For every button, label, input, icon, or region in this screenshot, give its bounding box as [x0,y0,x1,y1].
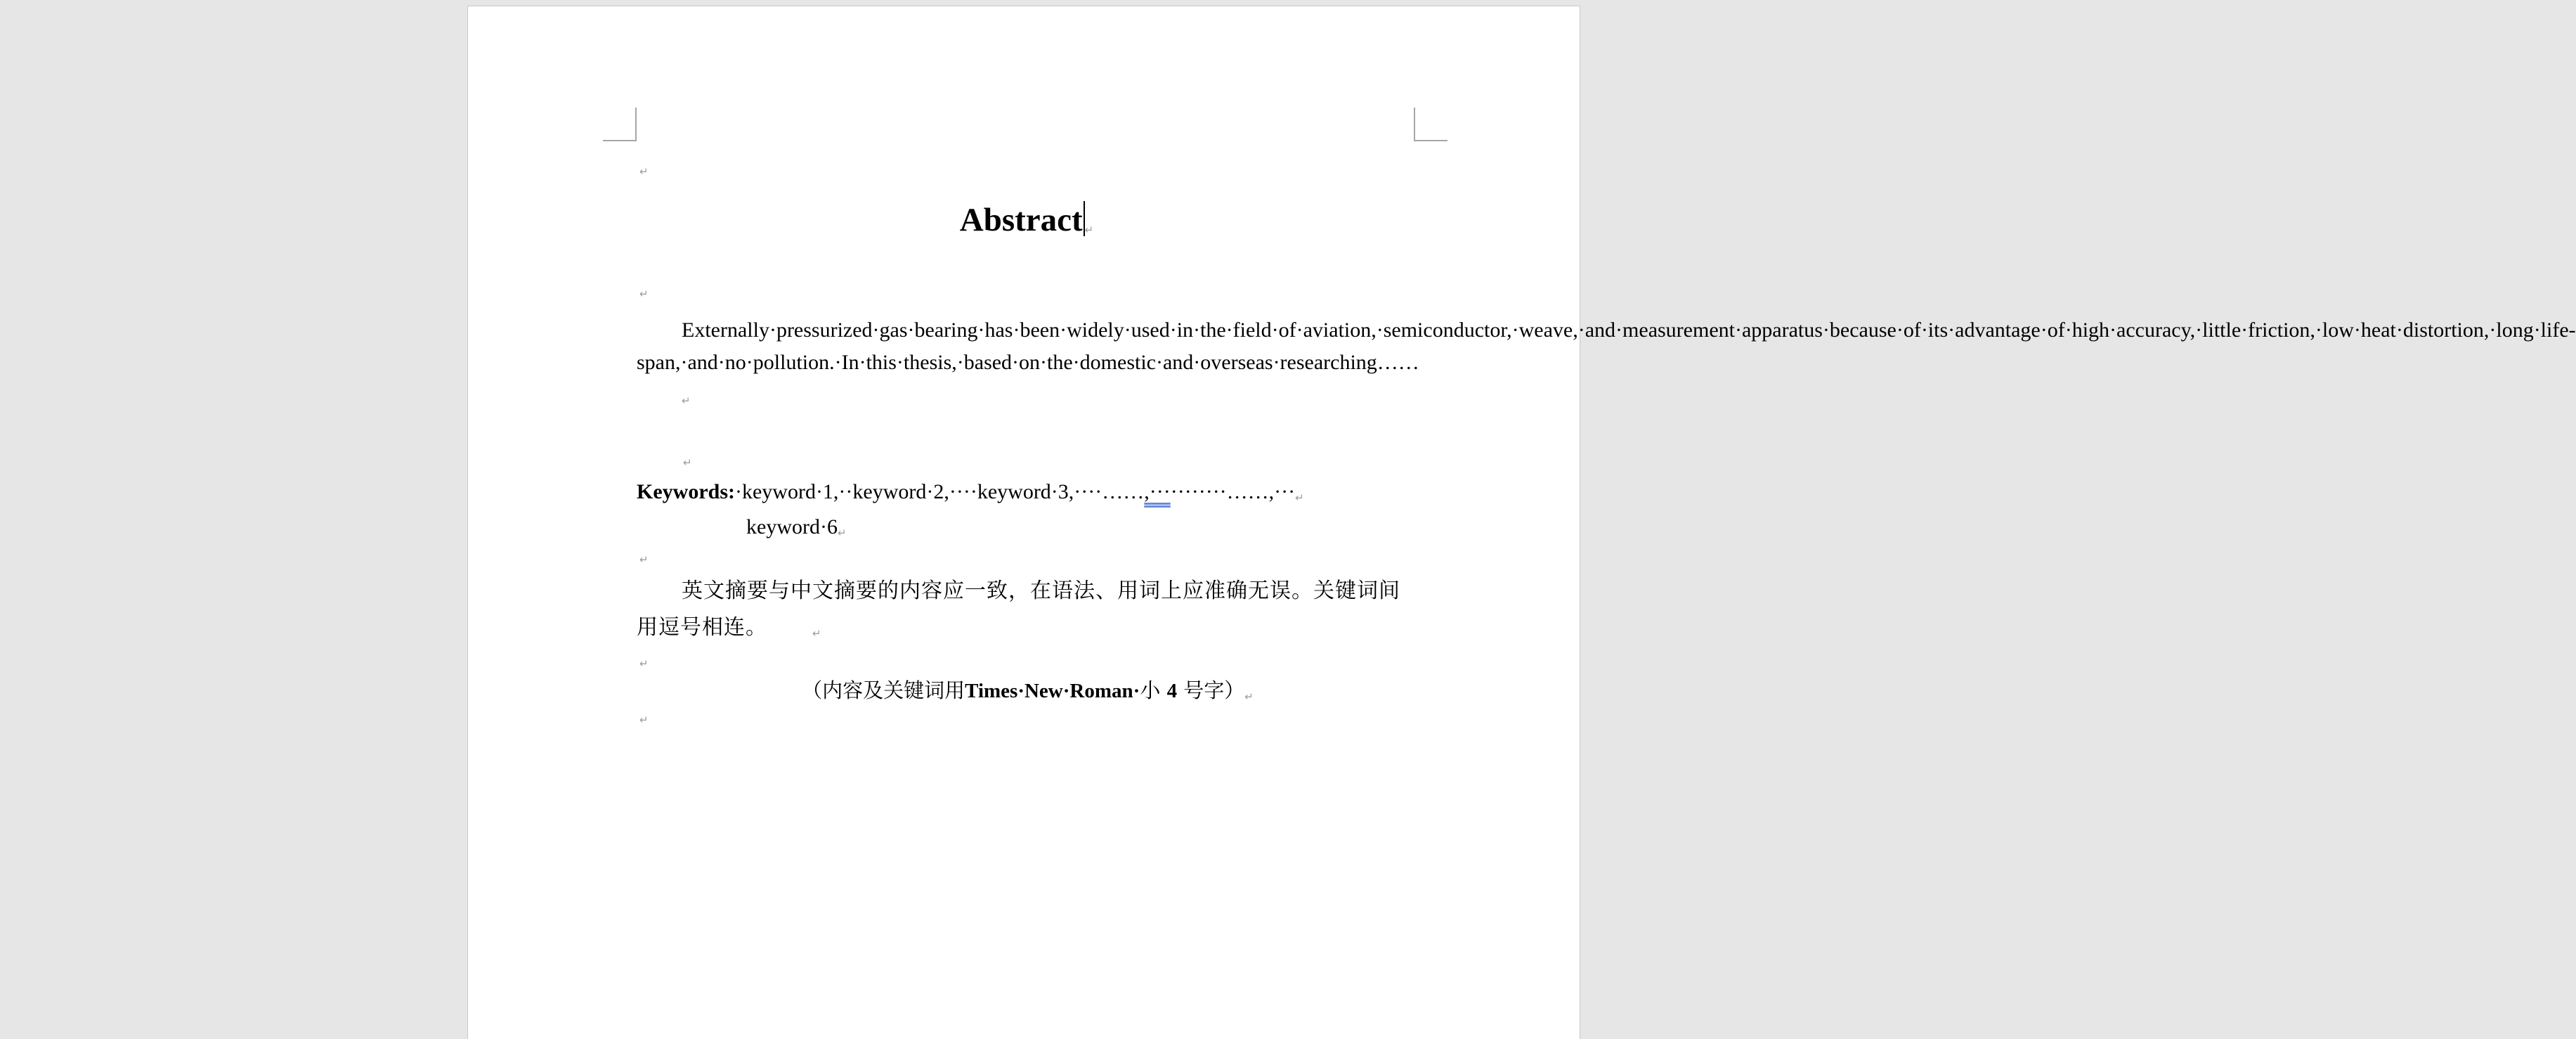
keywords-line-2 [637,511,1438,546]
empty-paragraph[interactable] [639,711,649,724]
chinese-note-text: 英文摘要与中文摘要的内容应一致，在语法、用词上应准确无误。关键词间用逗号相连。 [637,579,1400,640]
keywords-text-continued: ········……,··· [1170,480,1296,503]
keywords-paragraph[interactable] [637,476,1438,546]
paragraph-mark-icon: ↵ [639,288,649,300]
keywords-label: Keywords: [637,480,735,503]
paragraph-mark-icon: ↵ [837,527,847,539]
abstract-text: Externally·pressurized·gas·bearing·has·been·widely·used·in·the·field·of·aviation,·semiconductor,·weave,·and·measurement·apparatus·because·of·its·advantage·of·high·accuracy,·little·friction,·low·heat·distortion,·long·life-span,·and·no·pollution.·In·this·thesis,·based·on·the·domestic·and·overseas·researching…… [637,318,2576,374]
paragraph-mark-icon: ↵ [1244,690,1254,703]
font-note-prefix: （内容及关键词用 [802,678,965,702]
font-note-size: 4 [1166,680,1178,702]
crop-mark-top-left [603,108,637,141]
paragraph-mark-icon: ↵ [812,627,822,640]
empty-paragraph[interactable] [639,285,649,298]
abstract-title[interactable] [637,199,1417,248]
paragraph-mark-icon: ↵ [682,394,691,407]
paragraph-mark-icon: ↵ [639,165,649,178]
empty-paragraph[interactable] [639,550,649,564]
keyword-6: keyword·6 [746,515,838,538]
title-text: Abstract [959,202,1083,238]
paragraph-mark-icon: ↵ [639,714,649,726]
paragraph-mark-icon: ↵ [683,456,692,469]
document-page [467,6,2576,1039]
font-note-font-name: Times·New·Roman· [965,680,1140,702]
paragraph-mark-icon: ↵ [1084,224,1094,236]
font-note-middle: 小 [1140,678,1161,702]
empty-paragraph[interactable] [683,453,692,467]
keywords-underlined-text: ,··· [1144,480,1171,503]
font-note-paragraph[interactable] [637,674,1419,710]
chinese-note-paragraph[interactable] [637,573,1419,649]
empty-paragraph[interactable] [639,162,649,176]
abstract-paragraph[interactable] [637,314,2576,414]
empty-paragraph[interactable] [639,654,649,668]
keywords-text: ·keyword·1,··keyword·2,····keyword·3,····…… [734,480,1145,503]
paragraph-mark-icon: ↵ [639,657,649,670]
keywords-line-1 [637,476,1438,511]
font-note-suffix: 号字） [1183,678,1245,702]
paragraph-mark-icon: ↵ [1295,491,1304,504]
paragraph-mark-icon: ↵ [639,553,649,566]
crop-mark-top-right [1414,108,1448,141]
